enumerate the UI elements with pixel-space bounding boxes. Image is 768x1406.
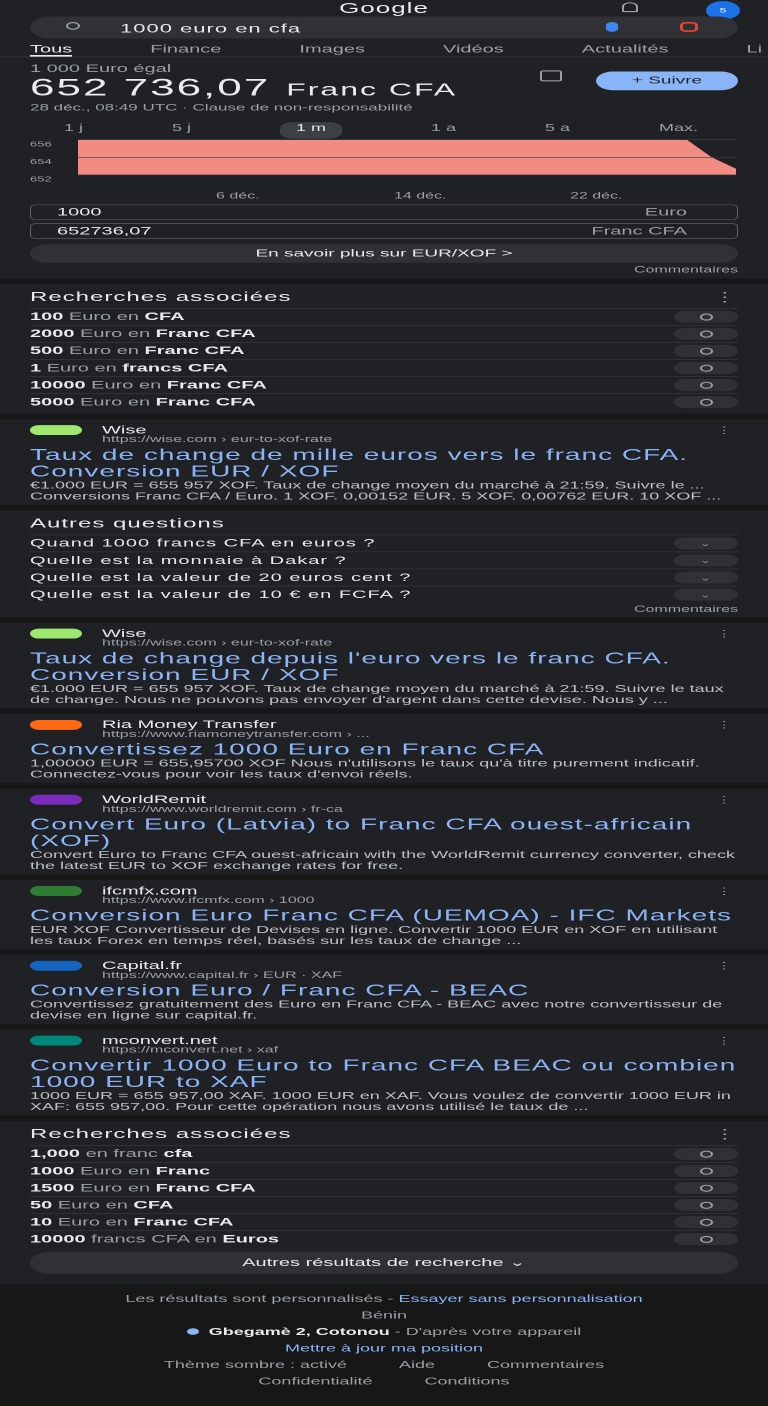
more-options-icon[interactable]: ⋮ [716, 425, 732, 436]
related-item[interactable] [30, 342, 738, 359]
related-mid: Euro en [63, 310, 145, 323]
avatar[interactable]: 5 [706, 1, 740, 20]
location: Gbegamè 2, Cotonou [208, 1326, 390, 1338]
related-bold: Franc CFA [155, 327, 256, 340]
more-options-icon[interactable]: ⋮ [716, 961, 732, 971]
search-icon[interactable] [674, 1199, 738, 1211]
related-text[interactable] [30, 310, 185, 323]
result-snippet: €1.000 EUR = 655 957 XOF. Taux de change moyen du marché à 21:59. Suivre le ... Conversions Franc CFA / Euro. 1 XOF. 0,00152 EUR. 5 XOF. 0,00762 EUR. 10 XOF ... [30, 479, 722, 502]
related-mid: francs CFA en [85, 1232, 223, 1245]
site-name[interactable]: Capital.fr [102, 959, 183, 972]
search-result [0, 419, 768, 510]
related-text[interactable] [30, 1148, 192, 1161]
section-title: Autres questions [30, 515, 225, 531]
tab-news[interactable]: Actualités [581, 42, 669, 55]
x-tick: 22 déc. [570, 191, 623, 201]
result-title[interactable]: Conversion Euro Franc CFA (UEMOA) - IFC Markets [30, 906, 733, 924]
rate-date: 28 déc., 08:49 UTC · Clause de non-responsabilité [30, 102, 413, 113]
question-item[interactable] [30, 535, 738, 552]
related-item[interactable] [30, 1196, 738, 1213]
related-item[interactable] [30, 359, 738, 376]
result-url[interactable]: https://wise.com › eur-to-xof-rate [102, 638, 333, 648]
to-unit[interactable]: Franc CFA [591, 224, 687, 237]
question-text[interactable]: Quand 1000 francs CFA en euros ? [30, 537, 376, 550]
site-favicon [30, 886, 82, 896]
related-mid: Euro en [52, 1215, 134, 1228]
divider [0, 278, 768, 284]
tab-finance[interactable]: Finance [150, 42, 222, 55]
related-text[interactable] [30, 396, 256, 409]
related-mid: Euro en [74, 395, 156, 408]
related-item[interactable] [30, 1162, 738, 1179]
result-title[interactable]: Taux de change de mille euros vers le franc CFA. Conversion EUR / XOF [30, 446, 689, 480]
personalization-line [0, 1290, 768, 1307]
notification-icon[interactable] [622, 2, 638, 12]
search-icon[interactable] [674, 1148, 738, 1160]
related-item[interactable] [30, 1230, 738, 1247]
related-text[interactable] [30, 345, 245, 358]
search-icon[interactable] [674, 1182, 738, 1194]
range-option[interactable]: 5 j [171, 122, 191, 134]
related-bold: 10 [30, 1215, 53, 1228]
site-name[interactable]: ifcmfx.com [102, 884, 198, 898]
learn-more-button[interactable]: En savoir plus sur EUR/XOF > [30, 244, 738, 263]
site-favicon [30, 425, 82, 435]
y-tick: 654 [30, 157, 52, 166]
question-text[interactable]: Quelle est la valeur de 10 € en FCFA ? [30, 588, 412, 601]
personalized-text: Les résultats sont personnalisés - [125, 1293, 399, 1305]
currency-card [0, 63, 768, 114]
related-bold: 500 [30, 344, 64, 357]
related-bold: 50 [30, 1198, 53, 1211]
search-result [0, 880, 768, 955]
site-favicon [30, 795, 82, 805]
result-url[interactable]: https://www.capital.fr › EUR · XAF [102, 970, 343, 981]
related-mid: Euro en [41, 361, 123, 374]
footer-links-2 [0, 1373, 768, 1390]
feedback-footer-link[interactable]: Commentaires [487, 1359, 605, 1371]
more-options-icon[interactable]: ⋮ [716, 629, 732, 639]
result-url[interactable]: https://www.riamoneytransfer.com › ... [102, 729, 370, 740]
search-icon[interactable] [674, 345, 738, 357]
related-item[interactable] [30, 308, 738, 325]
more-options-icon[interactable]: ⋮ [716, 795, 732, 805]
result-snippet: €1.000 EUR = 655 957 XOF. Taux de change moyen du marché à 21:59. Suivre le taux de change. Nous ne pouvons pas envoyer d'argent dans cette devise. Nous y ... [30, 683, 724, 706]
related-bold: 1 [30, 361, 42, 374]
related-mid: Euro en [74, 327, 156, 340]
result-site[interactable] [30, 425, 738, 436]
search-input[interactable]: 1000 euro en cfa [120, 21, 302, 36]
feedback-link[interactable]: Commentaires [633, 265, 738, 275]
related-bold: francs CFA [122, 361, 228, 374]
result-title[interactable]: Convertissez 1000 Euro en Franc CFA [30, 740, 545, 758]
help-link[interactable]: Aide [399, 1359, 436, 1371]
related-text[interactable] [30, 1233, 279, 1246]
y-tick: 656 [30, 139, 52, 148]
result-site[interactable] [30, 628, 738, 639]
site-favicon [30, 961, 82, 971]
related-bold: Euros [222, 1232, 280, 1245]
footer [0, 1284, 768, 1406]
chevron-down-icon[interactable]: ⌄ [674, 571, 738, 583]
result-url[interactable]: https://www.ifcmfx.com › 1000 [102, 895, 315, 906]
converter-fields [30, 205, 738, 239]
dark-theme-link[interactable]: Thème sombre : activé [163, 1359, 347, 1371]
result-site[interactable] [30, 960, 738, 971]
result-url[interactable]: https://mconvert.net › xaf [102, 1045, 279, 1055]
related-title: Recherches associées [30, 1126, 292, 1142]
related-bold: 1000 [30, 1164, 75, 1177]
section-title [30, 289, 738, 304]
related-bold: Franc [155, 1164, 211, 1177]
site-name[interactable]: Wise [102, 424, 147, 437]
x-tick: 14 déc. [394, 191, 447, 201]
more-options-icon[interactable]: ⋮ [716, 886, 732, 896]
section-title [30, 1126, 738, 1141]
related-bold: Franc CFA [166, 378, 267, 391]
feedback-link[interactable]: Commentaires [633, 605, 738, 615]
search-icon[interactable] [674, 396, 738, 408]
tab-videos[interactable]: Vidéos [443, 42, 504, 55]
footer-links [0, 1356, 768, 1373]
related-bold: Franc CFA [133, 1215, 234, 1228]
to-value[interactable]: 652736,07 [57, 224, 152, 237]
from-field[interactable] [30, 205, 738, 220]
related-mid: en franc [80, 1147, 164, 1160]
related-item[interactable] [30, 1145, 738, 1162]
related-mid: Euro en [74, 1164, 156, 1177]
search-bar[interactable] [30, 17, 738, 39]
follow-button[interactable]: + Suivre [596, 72, 738, 91]
result-title[interactable]: Convertir 1000 Euro to Franc CFA BEAC ou combien 1000 EUR to XAF [30, 1056, 737, 1091]
related-text[interactable] [30, 1199, 173, 1212]
chevron-down-icon[interactable]: ⌄ [674, 537, 738, 549]
try-without-link[interactable]: Essayer sans personnalisation [398, 1293, 643, 1305]
tab-all[interactable]: Tous [30, 41, 72, 57]
result-snippet: Convert Euro to Franc CFA ouest-africain with the WorldRemit currency converter, check the latest EUR to XOF exchange rates for free. [30, 849, 735, 872]
related-title: Recherches associées [30, 289, 292, 305]
related-bold: 1,000 [30, 1147, 81, 1160]
more-options-icon[interactable]: ⋮ [713, 289, 738, 305]
location-source: - D'après votre appareil [389, 1326, 582, 1338]
country: Bénin [360, 1309, 408, 1321]
site-favicon [30, 629, 82, 639]
search-icon[interactable] [674, 1165, 738, 1177]
range-selector [0, 122, 768, 139]
site-name[interactable]: mconvert.net [102, 1034, 218, 1047]
site-name[interactable]: Wise [102, 627, 147, 640]
related-mid: Euro en [85, 378, 167, 391]
chevron-down-icon[interactable]: ⌄ [674, 554, 738, 566]
people-also-ask [0, 516, 768, 623]
search-result [0, 623, 768, 714]
question-item[interactable] [30, 552, 738, 569]
update-location-link[interactable]: Mettre à jour ma position [284, 1342, 484, 1354]
question-text[interactable]: Quelle est la monnaie à Dakar ? [30, 554, 347, 567]
result-site[interactable] [30, 719, 738, 730]
search-icon[interactable] [674, 1233, 738, 1245]
related-mid: Euro en [74, 1181, 156, 1194]
range-option[interactable]: 1 j [64, 122, 84, 134]
more-options-icon[interactable]: ⋮ [713, 1126, 738, 1142]
question-item[interactable] [30, 569, 738, 586]
site-name[interactable]: Ria Money Transfer [102, 718, 277, 731]
related-text[interactable] [30, 1216, 233, 1229]
related-text[interactable] [30, 1182, 256, 1195]
chart-area [30, 139, 738, 190]
search-icon[interactable] [674, 1216, 738, 1228]
search-result [0, 1030, 768, 1121]
range-option[interactable]: 1 a [430, 122, 456, 134]
tab-bar [0, 41, 768, 58]
related-bold: 10000 [30, 1232, 86, 1245]
terms-link[interactable]: Conditions [424, 1375, 510, 1387]
related-bold: 10000 [30, 378, 86, 391]
related-bold: Franc CFA [155, 1181, 256, 1194]
privacy-link[interactable]: Confidentialité [258, 1375, 373, 1387]
site-favicon [30, 1036, 82, 1046]
equal-label: 1 000 Euro égal [30, 62, 172, 75]
result-title[interactable]: Convert Euro (Latvia) to Franc CFA ouest-africain (XOF) [30, 815, 693, 850]
related-searches [0, 1126, 768, 1247]
share-icon[interactable] [540, 70, 562, 81]
result-title[interactable]: Conversion Euro / Franc CFA - BEAC [30, 981, 530, 999]
related-text[interactable] [30, 379, 267, 392]
search-icon[interactable] [674, 311, 738, 323]
tab-images[interactable]: Images [299, 42, 365, 55]
related-mid: Euro en [63, 344, 145, 357]
lens-icon[interactable] [680, 22, 698, 32]
range-option[interactable]: 1 m [280, 122, 342, 139]
result-snippet: Convertissez gratuitement des Euro en Franc CFA - BEAC avec notre convertisseur de devise en ligne sur capital.fr. [30, 998, 723, 1021]
search-result [0, 789, 768, 880]
from-unit[interactable]: Euro [644, 205, 687, 219]
related-text[interactable] [30, 362, 228, 375]
related-item[interactable] [30, 393, 738, 410]
search-icon[interactable] [674, 362, 738, 374]
site-name[interactable]: WorldRemit [102, 793, 207, 806]
search-icon[interactable] [674, 328, 738, 340]
related-bold: Franc CFA [155, 395, 256, 408]
related-text[interactable] [30, 328, 256, 341]
location-line [0, 1323, 768, 1340]
more-options-icon[interactable]: ⋮ [716, 1036, 732, 1046]
result-snippet: EUR XOF Convertisseur de Devises en ligne. Convertir 1000 EUR en XOF en utilisant les taux Forex en temps réel, basés sur les taux de change ... [30, 924, 718, 946]
result-title[interactable]: Taux de change depuis l'euro vers le franc CFA. Conversion EUR / XOF [30, 649, 671, 684]
from-value[interactable]: 1000 [57, 205, 102, 219]
tab-more[interactable]: Li [746, 42, 763, 55]
question-item[interactable] [30, 586, 738, 603]
value-number: 652 736,07 [30, 74, 271, 102]
microphone-icon[interactable] [606, 22, 618, 32]
related-bold: 100 [30, 310, 64, 323]
result-url[interactable]: https://www.worldremit.com › fr-ca [102, 804, 343, 814]
result-url[interactable]: https://wise.com › eur-to-xof-rate [102, 435, 333, 445]
search-result [0, 955, 768, 1030]
google-logo[interactable]: Google [339, 0, 429, 17]
chevron-down-icon[interactable]: ⌄ [674, 589, 738, 601]
more-options-icon[interactable]: ⋮ [716, 720, 732, 730]
search-icon[interactable] [674, 379, 738, 391]
related-item[interactable] [30, 376, 738, 393]
related-bold: 1500 [30, 1181, 75, 1194]
search-result [0, 714, 768, 789]
result-snippet: 1000 EUR = 655 957,00 XAF. 1000 EUR en XAF. Vous voulez de convertir 1000 EUR in XAF: 655 957,00. Pour cette opération nous avons utilisé le taux de ... [30, 1090, 731, 1113]
related-text[interactable] [30, 1165, 210, 1178]
value-unit: Franc CFA [286, 79, 458, 100]
result-site[interactable] [30, 1035, 738, 1046]
related-bold: 5000 [30, 395, 75, 408]
to-field[interactable] [30, 223, 738, 238]
site-favicon [30, 720, 82, 730]
result-snippet: 1,00000 EUR = 655,95700 XOF Nous n'utilisons le taux qu'à titre purement indicatif. Connectez-vous pour voir les taux d'envoi réels. [30, 757, 700, 780]
related-searches [0, 289, 768, 410]
more-results-button[interactable]: Autres résultats de recherche ⌄ [30, 1252, 738, 1274]
related-item[interactable] [30, 1179, 738, 1196]
rate-chart [30, 139, 738, 201]
result-site[interactable] [30, 886, 738, 897]
related-bold: CFA [133, 1198, 174, 1211]
search-icon[interactable] [66, 22, 80, 30]
y-tick: 652 [30, 174, 52, 184]
header [0, 0, 768, 17]
location-dot-icon [187, 1328, 199, 1335]
related-bold: cfa [163, 1147, 193, 1160]
question-text[interactable]: Quelle est la valeur de 20 euros cent ? [30, 571, 412, 584]
related-bold: Franc CFA [144, 344, 245, 357]
related-bold: CFA [144, 310, 185, 323]
related-item[interactable] [30, 1213, 738, 1230]
result-site[interactable] [30, 794, 738, 805]
related-mid: Euro en [52, 1198, 134, 1211]
range-option[interactable]: 5 a [544, 122, 570, 134]
x-tick: 6 déc. [216, 191, 260, 201]
range-option[interactable]: Max. [658, 122, 698, 134]
related-item[interactable] [30, 325, 738, 342]
related-bold: 2000 [30, 327, 75, 340]
